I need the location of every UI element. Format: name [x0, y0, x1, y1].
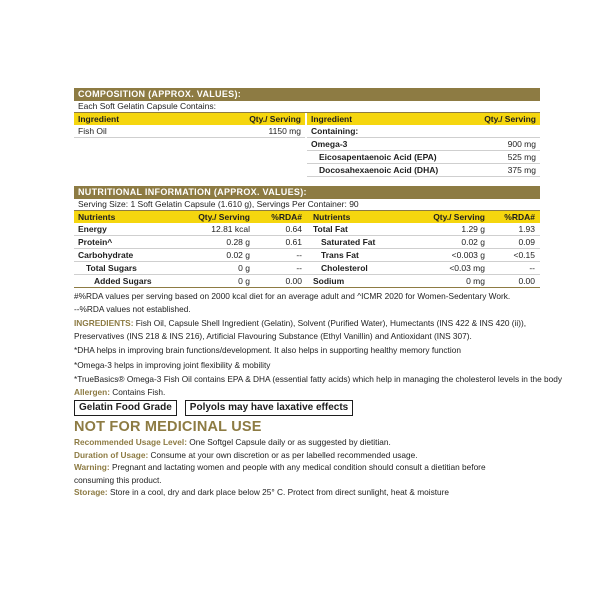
- composition-table: [74, 113, 540, 177]
- ingredient-name: Docosahexaenoic Acid (DHA): [319, 165, 439, 175]
- composition-left-header: [74, 113, 305, 125]
- nutrition-subtitle: Serving Size: 1 Soft Gelatin Capsule (1.610 g), Servings Per Container: 90: [74, 199, 540, 211]
- usage-label: Recommended Usage Level:: [74, 437, 187, 447]
- nutrient-qty: 0.02 g: [461, 237, 485, 247]
- supplement-facts-label: [74, 88, 563, 499]
- boxed-statements: [74, 400, 540, 416]
- nutrient-rda: --: [296, 263, 302, 273]
- table-row: [307, 125, 540, 138]
- table-row: [307, 151, 540, 164]
- allergen-label: Allergen:: [74, 386, 110, 397]
- dha-claim: *DHA helps in improving brain functions/development. It also helps in supporting healthy memory function: [74, 345, 461, 355]
- ingredient-heading: Ingredient: [311, 114, 353, 124]
- qty-heading: Qty./ Serving: [198, 212, 250, 222]
- ingredient-qty: [461, 125, 536, 137]
- warning-line: [74, 462, 540, 474]
- ingredient-name: Fish Oil: [78, 126, 107, 136]
- duration-value: Consume at your own discretion or as per labelled recommended usage.: [150, 449, 418, 460]
- nutrient-rda: 0.00: [518, 276, 535, 286]
- table-row: [74, 275, 540, 288]
- warning-label: Warning:: [74, 462, 110, 472]
- omega-claim: *Omega-3 helps in improving joint flexibility & mobility: [74, 359, 271, 370]
- nutrition-title: NUTRITIONAL INFORMATION (APPROX. VALUES):: [74, 186, 540, 199]
- duration-label: Duration of Usage:: [74, 449, 149, 460]
- qty-heading: Qty./ Serving: [249, 114, 301, 124]
- table-row: [74, 125, 305, 138]
- allergen-line: [74, 387, 540, 399]
- nutrient-rda: 0.00: [285, 276, 302, 286]
- nutrient-name: Added Sugars: [94, 276, 152, 286]
- allergen-value: Contains Fish.: [112, 386, 166, 397]
- nutrient-rda: <0.15: [513, 250, 535, 260]
- composition-subtitle: Each Soft Gelatin Capsule Contains:: [74, 101, 540, 113]
- nutrient-rda: 0.61: [285, 237, 302, 247]
- nutrient-qty: 0.28 g: [226, 237, 250, 247]
- nutrient-qty: <0.03 mg: [449, 263, 485, 273]
- ingredients-label: INGREDIENTS:: [74, 318, 134, 328]
- nutrient-rda: --: [296, 250, 302, 260]
- usage-line: [74, 437, 540, 449]
- nutrient-rda: 0.09: [518, 237, 535, 247]
- nutrient-name: Total Fat: [313, 224, 348, 234]
- table-row: [74, 223, 540, 236]
- ingredient-name: Eicosapentaenoic Acid (EPA): [319, 152, 437, 162]
- nutrient-name: Energy: [78, 224, 107, 234]
- nutrient-name: Carbohydrate: [78, 250, 134, 260]
- truebasics-claim: *TrueBasics® Omega-3 Fish Oil contains EPA & DHA (essential fatty acids) which help in managing the cholesterol levels in the body: [74, 374, 563, 384]
- qty-heading: Qty./ Serving: [484, 114, 536, 124]
- ingredients-text: Fish Oil, Capsule Shell Ingredient (Gelatin), Solvent (Purified Water), Humectants (INS 422 & INS 420 (ii)),: [135, 318, 527, 328]
- ingredient-heading: Ingredient: [78, 114, 120, 124]
- storage-line: [74, 487, 540, 499]
- table-row: [74, 249, 540, 262]
- nutrient-name: Trans Fat: [321, 250, 359, 260]
- nutrient-name: Protein^: [78, 237, 113, 247]
- rda-footnote-2: --%RDA values not established.: [74, 303, 191, 314]
- nutrient-rda: 1.93: [518, 224, 535, 234]
- ingredients-line-1: [74, 318, 540, 330]
- table-row: [74, 262, 540, 275]
- polyols-warning-box: Polyols may have laxative effects: [185, 400, 353, 416]
- ingredient-qty: 900 mg: [507, 139, 536, 149]
- storage-value: Store in a cool, dry and dark place below 25° C. Protect from direct sunlight, heat & moisture: [109, 487, 450, 497]
- table-row: [74, 236, 540, 249]
- ingredient-qty: 1150 mg: [268, 126, 301, 136]
- ingredient-qty: 375 mg: [507, 165, 536, 175]
- duration-line: [74, 450, 540, 462]
- storage-label: Storage:: [74, 487, 108, 497]
- nutrient-qty: <0.003 g: [451, 250, 485, 260]
- nutrient-qty: 0 mg: [466, 276, 485, 286]
- nutrient-name: Sodium: [313, 276, 345, 286]
- composition-left-column: [74, 113, 305, 177]
- nutrient-qty: 0 g: [238, 263, 250, 273]
- nutrient-qty: 12.81 kcal: [211, 224, 250, 234]
- nutrient-qty: 1.29 g: [461, 224, 485, 234]
- ingredient-name: Omega-3: [311, 139, 348, 149]
- composition-right-column: [307, 113, 540, 177]
- usage-value: One Softgel Capsule daily or as suggested by dietitian.: [189, 437, 391, 447]
- not-medicinal-heading: NOT FOR MEDICINAL USE: [74, 419, 262, 435]
- nutrition-header: [74, 211, 540, 223]
- nutrient-rda: 0.64: [285, 224, 302, 234]
- nutrient-qty: 0.02 g: [226, 250, 250, 260]
- qty-heading: Qty./ Serving: [433, 212, 485, 222]
- rda-heading: %RDA#: [271, 212, 302, 222]
- nutrient-name: Total Sugars: [86, 263, 137, 273]
- nutrient-qty: 0 g: [238, 276, 250, 286]
- warning-value: Pregnant and lactating women and people with any medical condition should consult a dietitian before: [111, 462, 486, 472]
- table-row: [307, 138, 540, 151]
- nutrient-rda: --: [529, 263, 535, 273]
- nutrients-heading: Nutrients: [78, 212, 116, 222]
- rda-footnote: #%RDA values per serving based on 2000 kcal diet for an average adult and ^ICMR 2020 for Women-Sedentary Work.: [74, 291, 511, 301]
- warning-line-2: consuming this product.: [74, 474, 162, 485]
- ingredient-name: Containing:: [311, 126, 359, 136]
- nutrient-name: Saturated Fat: [321, 237, 376, 247]
- composition-right-header: [307, 113, 540, 125]
- ingredient-qty: 525 mg: [507, 152, 536, 162]
- composition-title: COMPOSITION (APPROX. VALUES):: [74, 88, 540, 101]
- gelatin-grade-box: Gelatin Food Grade: [74, 400, 177, 416]
- nutrient-name: Cholesterol: [321, 263, 368, 273]
- nutrients-heading: Nutrients: [313, 212, 351, 222]
- rda-heading: %RDA#: [504, 212, 535, 222]
- ingredients-line-2: Preservatives (INS 218 & INS 216), Artificial Flavouring Substance (Ethyl Vanillin) and Antioxidant (INS 307).: [74, 330, 472, 341]
- table-row: [307, 164, 540, 177]
